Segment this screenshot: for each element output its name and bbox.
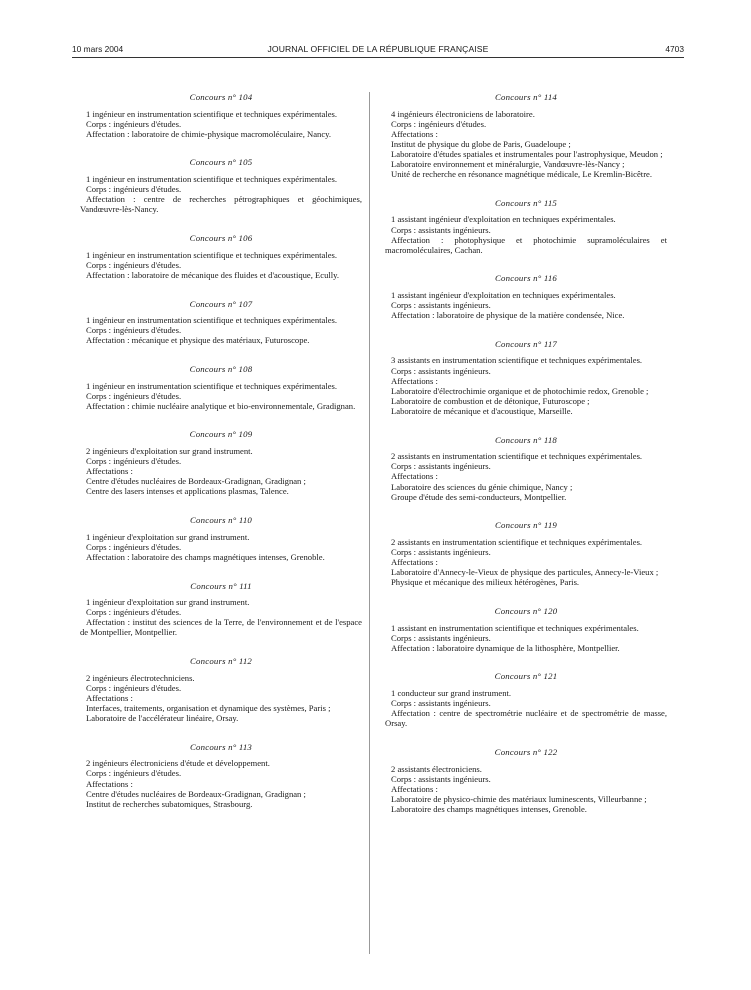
concours-line: 1 ingénieur d'exploitation sur grand instrument. — [86, 531, 250, 542]
concours-line: Corps : ingénieurs d'études. — [86, 682, 182, 693]
concours-title: Concours n° 113 — [189, 741, 253, 752]
concours-line: Affectation : laboratoire des champs magnétiques intenses, Grenoble. — [86, 551, 325, 562]
concours-line: Laboratoire de l'accélérateur linéaire, Orsay. — [86, 713, 239, 724]
concours-line: Corps : assistants ingénieurs. — [391, 773, 491, 784]
concours-line: Corps : ingénieurs d'études. — [86, 768, 182, 779]
concours-block — [80, 299, 362, 346]
concours-block — [385, 198, 667, 255]
concours-block — [385, 671, 667, 728]
concours-line: Affectation : laboratoire de chimie-physique macromoléculaire, Nancy. — [86, 128, 332, 139]
concours-line: Corps : assistants ingénieurs. — [391, 546, 491, 557]
concours-line: Affectation : mécanique et physique des matériaux, Futuroscope. — [86, 335, 310, 346]
concours-title: Concours n° 110 — [189, 515, 253, 526]
header-page-number: 4703 — [665, 44, 684, 54]
header-date: 10 mars 2004 — [72, 44, 124, 54]
right-column — [385, 92, 667, 833]
concours-line: Corps : ingénieurs d'études. — [86, 184, 182, 195]
concours-line: Corps : assistants ingénieurs. — [391, 365, 491, 376]
page-header — [72, 43, 684, 58]
concours-line: Interfaces, traitements, organisation et dynamique des systèmes, Paris ; — [86, 703, 331, 713]
concours-block — [80, 157, 362, 214]
concours-title: Concours n° 109 — [189, 429, 253, 440]
concours-line: Affectations : — [86, 692, 133, 703]
concours-line: Laboratoire d'études spatiales et instrumentales pour l'astrophysique, Meudon ; — [391, 148, 663, 159]
concours-title: Concours n° 120 — [494, 605, 558, 616]
concours-block — [80, 515, 362, 562]
concours-title: Concours n° 119 — [494, 520, 558, 531]
concours-line: 1 assistant ingénieur d'exploitation en techniques expérimentales. — [391, 214, 616, 225]
concours-line: 1 ingénieur d'exploitation sur grand instrument. — [86, 597, 250, 608]
column-divider — [369, 92, 370, 954]
concours-block — [80, 581, 362, 638]
concours-line: Laboratoire de physico-chimie des matériaux luminescents, Villeurbanne ; — [391, 793, 647, 804]
concours-title: Concours n° 106 — [189, 233, 253, 244]
concours-line: Affectation : institut des sciences de la Terre, de l'environnement et de l'espace de Montpellier, Montpellier. — [80, 617, 362, 638]
concours-title: Concours n° 105 — [189, 157, 253, 168]
concours-line: Institut de physique du globe de Paris, Guadeloupe ; — [391, 138, 571, 149]
concours-line: Laboratoire de mécanique et d'acoustique, Marseille. — [391, 405, 573, 416]
concours-line: Laboratoire de combustion et de détonique, Futuroscope ; — [391, 395, 590, 406]
concours-line: Affectation : laboratoire dynamique de la lithosphère, Montpellier. — [391, 642, 620, 653]
concours-line: Affectation : centre de recherches pétrographiques et géochimiques, Vandœuvre-lès-Nancy. — [80, 194, 362, 215]
concours-block — [385, 606, 667, 653]
concours-line: Laboratoire environnement et minéralurgie, Vandœuvre-lès-Nancy ; — [391, 159, 625, 170]
concours-title: Concours n° 117 — [494, 338, 558, 349]
concours-line: Corps : assistants ingénieurs. — [391, 632, 491, 643]
concours-line: Laboratoire d'Annecy-le-Vieux de physique des particules, Annecy-le-Vieux ; — [391, 567, 659, 578]
concours-line: Corps : ingénieurs d'études. — [86, 456, 182, 467]
concours-line: Corps : ingénieurs d'études. — [86, 325, 182, 336]
concours-title: Concours n° 108 — [189, 363, 253, 374]
concours-block — [80, 429, 362, 496]
concours-line: Affectation : centre de spectrométrie nucléaire et de spectrométrie de masse, Orsay. — [385, 708, 667, 729]
concours-block — [385, 520, 667, 587]
concours-line: 1 assistant en instrumentation scientifique et techniques expérimentales. — [391, 622, 639, 633]
concours-line: Corps : ingénieurs d'études. — [86, 607, 182, 618]
concours-line: Groupe d'étude des semi-conducteurs, Montpellier. — [391, 491, 567, 502]
concours-line: Affectations : — [391, 375, 438, 386]
concours-line: Centre des lasers intenses et applications plasmas, Talence. — [86, 486, 289, 497]
concours-block — [385, 273, 667, 320]
concours-line: 2 assistants en instrumentation scientifique et techniques expérimentales. — [391, 536, 643, 547]
concours-line: Corps : assistants ingénieurs. — [391, 300, 491, 311]
concours-line: 4 ingénieurs électroniciens de laboratoire. — [391, 108, 535, 119]
concours-line: Affectations : — [391, 128, 438, 139]
concours-line: 2 ingénieurs d'exploitation sur grand instrument. — [86, 446, 253, 457]
concours-line: 1 ingénieur en instrumentation scientifique et techniques expérimentales. — [86, 380, 338, 391]
concours-line: Institut de recherches subatomiques, Strasbourg. — [86, 798, 253, 809]
concours-title: Concours n° 112 — [189, 656, 253, 667]
concours-line: 1 ingénieur en instrumentation scientifique et techniques expérimentales. — [86, 315, 338, 326]
concours-title: Concours n° 104 — [189, 92, 253, 102]
concours-line: 2 ingénieurs électrotechniciens. — [86, 672, 195, 683]
concours-line: Corps : assistants ingénieurs. — [391, 698, 491, 709]
concours-block — [385, 339, 667, 416]
concours-title: Concours n° 122 — [494, 746, 558, 757]
concours-block — [80, 92, 362, 139]
concours-title: Concours n° 115 — [494, 197, 558, 208]
concours-line: 1 ingénieur en instrumentation scientifique et techniques expérimentales. — [86, 249, 338, 260]
concours-line: 1 ingénieur en instrumentation scientifique et techniques expérimentales. — [86, 174, 338, 185]
concours-line: 2 ingénieurs électroniciens d'étude et développement. — [86, 758, 270, 769]
concours-line: Corps : assistants ingénieurs. — [391, 224, 491, 235]
concours-line: Affectations : — [86, 466, 133, 477]
concours-line: Corps : assistants ingénieurs. — [391, 461, 491, 472]
concours-title: Concours n° 114 — [494, 92, 558, 102]
concours-block — [80, 364, 362, 411]
concours-block — [385, 92, 667, 179]
left-column — [80, 92, 362, 827]
concours-line: Laboratoire d'électrochimie organique et de photochimie redox, Grenoble ; — [391, 385, 649, 396]
concours-line: Corps : ingénieurs d'études. — [86, 259, 182, 270]
concours-line: Affectation : laboratoire de mécanique des fluides et d'acoustique, Ecully. — [86, 269, 340, 280]
concours-line: Centre d'études nucléaires de Bordeaux-Gradignan, Gradignan ; — [86, 788, 306, 799]
concours-line: 1 ingénieur en instrumentation scientifique et techniques expérimentales. — [86, 108, 338, 119]
concours-line: 3 assistants en instrumentation scientifique et techniques expérimentales. — [391, 355, 643, 366]
concours-block — [385, 747, 667, 814]
concours-line: Affectations : — [391, 557, 438, 568]
concours-line: Corps : ingénieurs d'études. — [391, 118, 487, 129]
concours-block — [80, 742, 362, 809]
concours-title: Concours n° 107 — [189, 298, 253, 309]
header-journal-title: JOURNAL OFFICIEL DE LA RÉPUBLIQUE FRANÇAISE — [267, 44, 489, 54]
concours-title: Concours n° 121 — [494, 671, 558, 682]
concours-title: Concours n° 116 — [494, 273, 558, 284]
concours-line: Affectation : chimie nucléaire analytique et bio-environnementale, Gradignan. — [86, 400, 356, 411]
concours-line: Laboratoire des champs magnétiques intenses, Grenoble. — [391, 803, 587, 814]
concours-line: 2 assistants en instrumentation scientifique et techniques expérimentales. — [391, 451, 643, 462]
concours-block — [80, 656, 362, 723]
concours-line: Laboratoire des sciences du génie chimique, Nancy ; — [391, 481, 573, 492]
concours-line: 1 conducteur sur grand instrument. — [391, 688, 512, 698]
concours-block — [80, 233, 362, 280]
concours-line: Unité de recherche en résonance magnétique médicale, Le Kremlin-Bicêtre. — [391, 169, 653, 180]
concours-title: Concours n° 111 — [190, 580, 252, 591]
concours-line: Affectation : laboratoire de physique de la matière condensée, Nice. — [391, 310, 625, 321]
concours-line: 2 assistants électroniciens. — [391, 763, 482, 774]
concours-line: Corps : ingénieurs d'études. — [86, 390, 182, 401]
concours-line: Affectations : — [391, 471, 438, 482]
concours-line: Corps : ingénieurs d'études. — [86, 118, 182, 129]
concours-line: Affectations : — [391, 783, 438, 794]
concours-line: Corps : ingénieurs d'études. — [86, 541, 182, 552]
concours-line: Affectation : photophysique et photochimie supramoléculaires et macromoléculaires, Cachan. — [385, 234, 667, 255]
concours-line: Physique et mécanique des milieux hétérogènes, Paris. — [391, 577, 580, 588]
concours-line: Centre d'études nucléaires de Bordeaux-Gradignan, Gradignan ; — [86, 476, 306, 487]
concours-title: Concours n° 118 — [494, 434, 558, 445]
concours-line: Affectations : — [86, 778, 133, 789]
concours-block — [385, 435, 667, 502]
concours-line: 1 assistant ingénieur d'exploitation en techniques expérimentales. — [391, 290, 616, 300]
